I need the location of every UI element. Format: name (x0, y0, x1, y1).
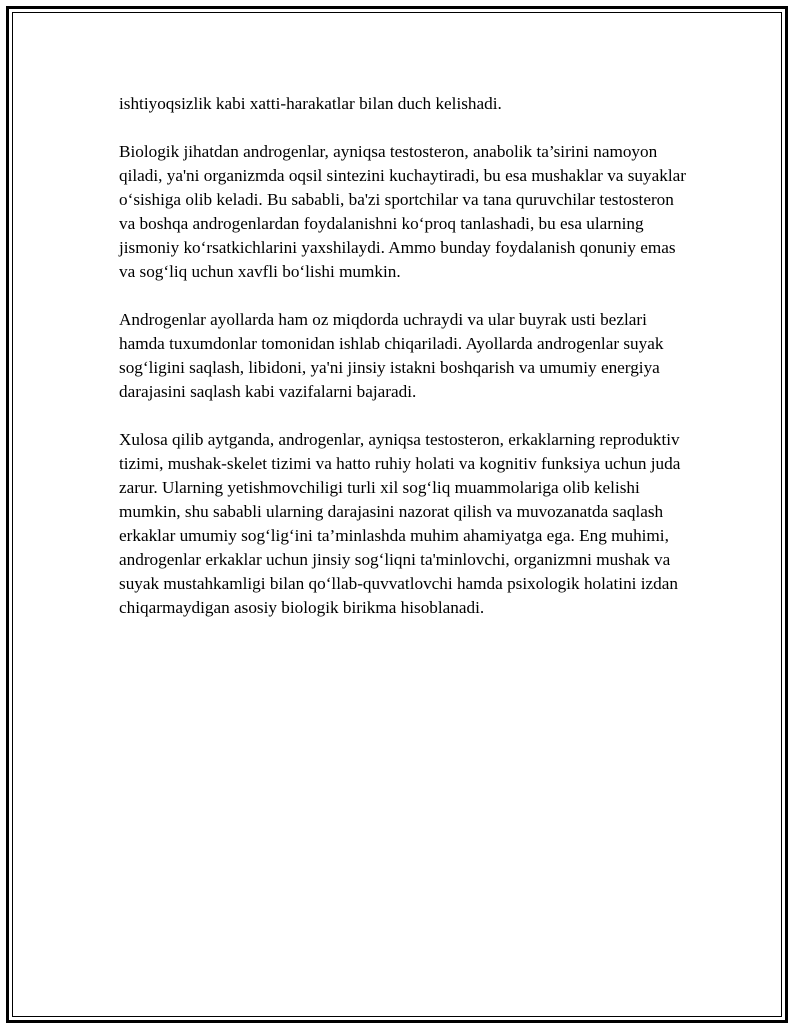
paragraph-1: ishtiyoqsizlik kabi xatti-harakatlar bilan duch kelishadi. (119, 94, 502, 113)
document-body (119, 92, 694, 620)
paragraph-3: Androgenlar ayollarda ham oz miqdorda uchraydi va ular buyrak usti bezlari hamda tuxumdonlar tomonidan ishlab chiqariladi. Ayollarda androgenlar suyak sog‘ligini saqlash, libidoni, ya'ni jinsiy istakni boshqarish va umumiy energiya darajasini saqlash kabi vazifalarni bajaradi. (119, 310, 664, 401)
paragraph-2: Biologik jihatdan androgenlar, ayniqsa testosteron, anabolik ta’sirini namoyon qiladi, ya'ni organizmda oqsil sintezini kuchaytiradi, bu esa mushaklar va suyaklar o‘sishiga olib keladi. Bu sababli, ba'zi sportchilar va tana quruvchilar testosteron va boshqa androgenlardan foydalanishni ko‘proq tanlashadi, bu esa ularning jismoniy ko‘rsatkichlarini yaxshilaydi. Ammo bunday foydalanish qonuniy emas va sog‘liq uchun xavfli bo‘lishi mumkin. (119, 142, 686, 281)
paragraph-4: Xulosa qilib aytganda, androgenlar, ayniqsa testosteron, erkaklarning reproduktiv tizimi, mushak-skelet tizimi va hatto ruhiy holati va kognitiv funksiya uchun juda zarur. Ularning yetishmovchiligi turli xil sog‘liq muammolariga olib kelishi mumkin, shu sababli ularning darajasini nazorat qilish va muvozanatda saqlash erkaklar umumiy sog‘lig‘ini ta’minlashda muhim ahamiyatga ega. Eng muhimi, androgenlar erkaklar uchun jinsiy sog‘liqni ta'minlovchi, organizmni mushak va suyak mustahkamligi bilan qo‘llab-quvvatlovchi hamda psixologik holatini izdan chiqarmaydigan asosiy biologik birikma hisoblanadi. (119, 430, 681, 617)
